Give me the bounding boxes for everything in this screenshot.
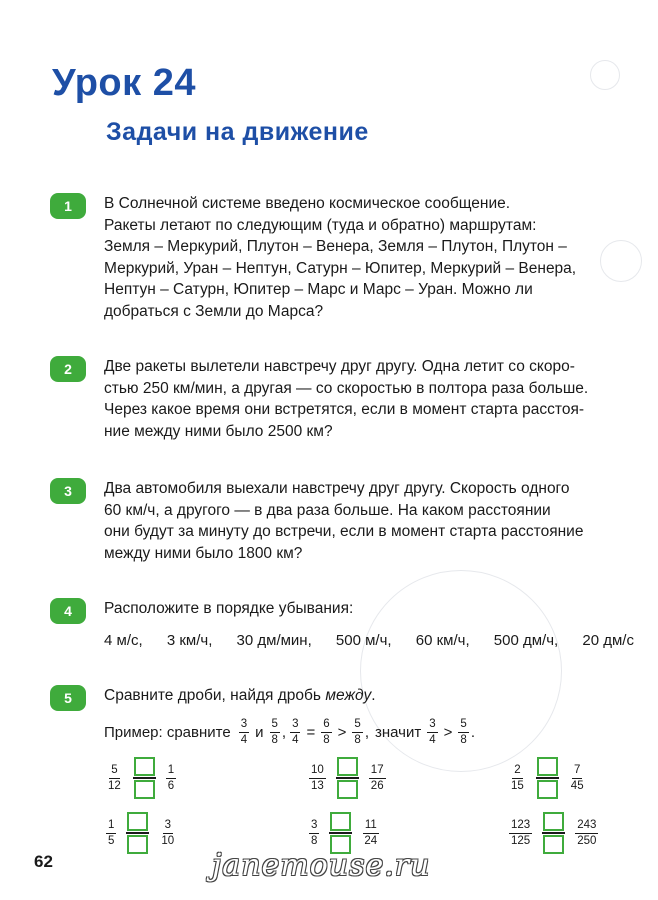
task-text: Расположите в порядке убывания: [104,600,354,617]
numerator-box[interactable] [134,757,155,776]
greater-sign: > [337,724,347,741]
denominator-box[interactable] [134,780,155,799]
example-period: . [470,724,475,741]
fraction: $\frac{1}{5}$ [108,818,115,847]
denominator-box[interactable] [537,780,558,799]
page-number: 62 [34,852,53,871]
task-number-badge: 1 [50,193,86,219]
task-text [104,685,640,707]
watermark: janemouse.ru [212,848,431,883]
task-number-badge: 4 [50,598,86,624]
example-word: значит [375,724,422,741]
fraction-pair [104,812,178,854]
denominator-box[interactable] [543,835,564,854]
numerator-box[interactable] [127,812,148,831]
numerator-box[interactable] [543,812,564,831]
task-5 [50,685,640,707]
task-2 [50,356,640,442]
bleed-through-circle [590,60,620,90]
task-4 [50,598,640,620]
fraction: $\frac{5}{12}$ [108,763,121,792]
speed-value: 20 дм/с [582,632,634,649]
fraction: $\frac{123}{125}$ [511,818,531,847]
fraction: $\frac{3}{4}$ [429,718,436,746]
fraction: $\frac{7}{45}$ [570,763,584,792]
task-text: Две ракеты вылетели навстречу друг другу. Одна летит со скоро- стью 250 км/мин, а другая — со скоростью в полтора раза больше. Через какое время они встретятся, если в момент старта расстоя- ние между ними было 2500 км? [104,358,589,440]
fraction: $\frac{3}{8}$ [311,818,318,847]
speed-value: 500 м/ч, [335,632,392,649]
denominator-box[interactable] [337,780,358,799]
greater-sign: > [443,724,453,741]
speed-value: 500 дм/ч, [493,632,559,649]
speed-list [104,632,634,649]
task-text: В Солнечной системе введено космическое сообщение. Ракеты летают по следующим (туда и обратно) маршрутам: Земля – Меркурий, Плутон – Венера, Земля – Плутон, Плутон – Меркурий, Уран – Нептун, Сатурн – Юпитер, Меркурий – Венера, Нептун – Сатурн, Юпитер – Марс и Марс – Уран. Можно ли добраться с Земли до Марса? [104,195,577,320]
task-3 [50,478,640,564]
fraction: $\frac{17}{26}$ [370,763,384,792]
task-text-part: Сравните дроби, найдя дробь [104,687,326,704]
fraction: $\frac{243}{250}$ [577,818,597,847]
task-number-badge: 5 [50,685,86,711]
answer-input[interactable] [133,757,156,799]
task-number-badge: 3 [50,478,86,504]
fraction: $\frac{1}{6}$ [167,763,175,792]
lesson-subtitle: Задачи на движение [106,118,369,146]
task-text-italic: между [325,687,372,704]
example-comma: , [364,724,369,741]
fraction: $\frac{10}{13}$ [311,763,324,792]
equals-sign: = [306,724,316,741]
numerator-box[interactable] [537,757,558,776]
task-number-badge: 2 [50,356,86,382]
denominator-box[interactable] [127,835,148,854]
fraction: $\frac{6}{8}$ [323,718,330,746]
fraction: $\frac{11}{24}$ [364,818,378,847]
answer-input[interactable] [336,757,359,799]
example-label: Пример: сравните [104,724,231,741]
answer-input[interactable] [126,812,149,854]
fraction: $\frac{2}{15}$ [511,763,524,792]
fraction-pair [104,757,178,799]
fraction: $\frac{3}{4}$ [240,718,248,746]
speed-value: 3 км/ч, [166,632,213,649]
numerator-box[interactable] [330,812,351,831]
task-text-part: . [371,687,376,704]
answer-input[interactable] [536,757,559,799]
task-text: Два автомобиля выехали навстречу друг другу. Скорость одного 60 км/ч, а другого — в два раза больше. На каком расстоянии они будут за минуту до встречи, если в момент старта расстояние между ними было 1800 км? [104,480,584,562]
numerator-box[interactable] [337,757,358,776]
lesson-title: Урок 24 [52,62,196,104]
fraction-pair [507,757,588,799]
fraction: $\frac{5}{8}$ [354,718,361,746]
fraction: $\frac{3}{4}$ [292,718,299,746]
fraction-pair [307,757,388,799]
example-word: и [255,724,264,741]
example-comma: , [281,724,287,741]
fraction: $\frac{3}{10}$ [161,818,175,847]
speed-value: 60 км/ч, [415,632,470,649]
speed-value: 4 м/с, [104,632,143,649]
fraction: $\frac{5}{8}$ [271,718,278,746]
example-line [104,718,475,747]
answer-input[interactable] [542,812,565,854]
fraction-pair [507,812,600,854]
task-1 [50,193,640,322]
speed-value: 30 дм/мин, [236,632,312,649]
fraction: $\frac{5}{8}$ [460,718,467,746]
